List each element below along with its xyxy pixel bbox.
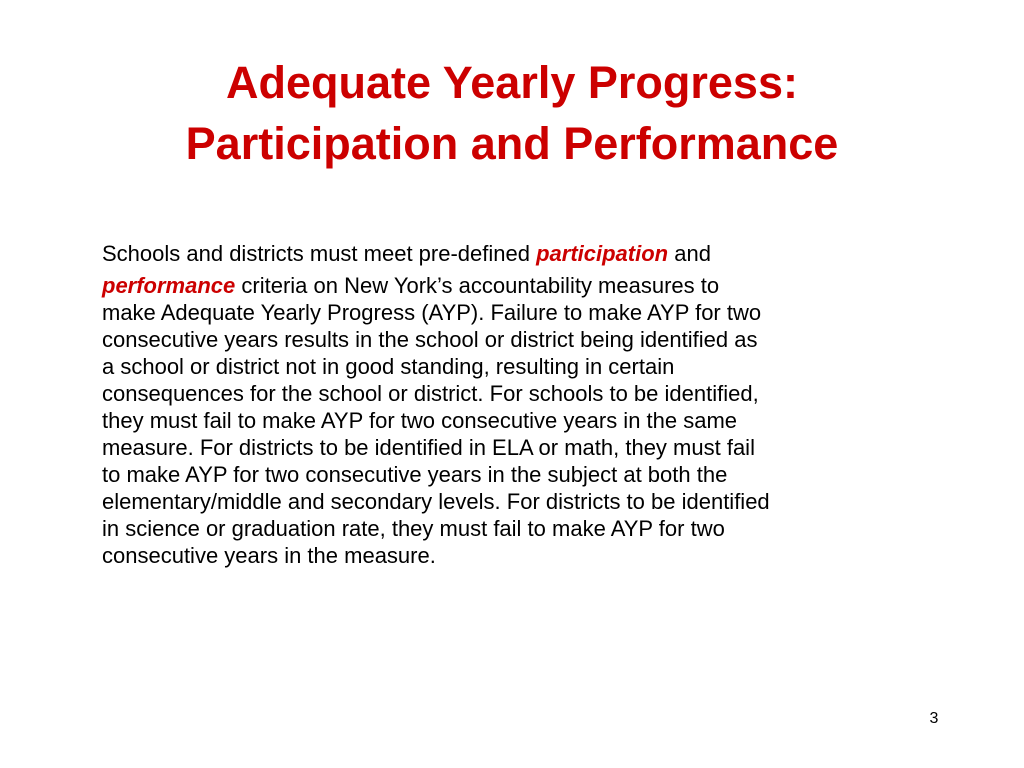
body-line: elementary/middle and secondary levels. For districts to be identified: [102, 489, 770, 514]
body-text-segment: and: [668, 241, 711, 266]
body-line: they must fail to make AYP for two consecutive years in the same: [102, 408, 738, 433]
body-line: make Adequate Yearly Progress (AYP). Failure to make AYP for two: [102, 300, 762, 325]
slide-title-line-1: Adequate Yearly Progress:: [226, 57, 798, 108]
body-text-segment: criteria on New York’s accountability measures to: [235, 273, 720, 298]
performance-emphasis: performance: [102, 273, 236, 298]
body-line: a school or district not in good standing, resulting in certain: [102, 354, 675, 379]
page-number: 3: [929, 710, 939, 727]
participation-emphasis: participation: [536, 241, 669, 266]
body-line: in science or graduation rate, they must fail to make AYP for two: [102, 516, 725, 541]
body-line: to make AYP for two consecutive years in the subject at both the: [102, 462, 728, 487]
slide-title: [40, 52, 984, 174]
body-line: consecutive years results in the school or district being identified as: [102, 327, 758, 352]
body-line: consequences for the school or district. For schools to be identified,: [102, 381, 759, 406]
body-line: measure. For districts to be identified in ELA or math, they must fail: [102, 435, 755, 460]
slide-title-line-2: Participation and Performance: [185, 118, 839, 169]
body-line: consecutive years in the measure.: [102, 543, 436, 568]
body-text-segment: Schools and districts must meet pre-defined: [102, 241, 537, 266]
body-line: [102, 272, 972, 299]
body-line: [102, 240, 972, 267]
body-paragraph: [102, 240, 972, 569]
